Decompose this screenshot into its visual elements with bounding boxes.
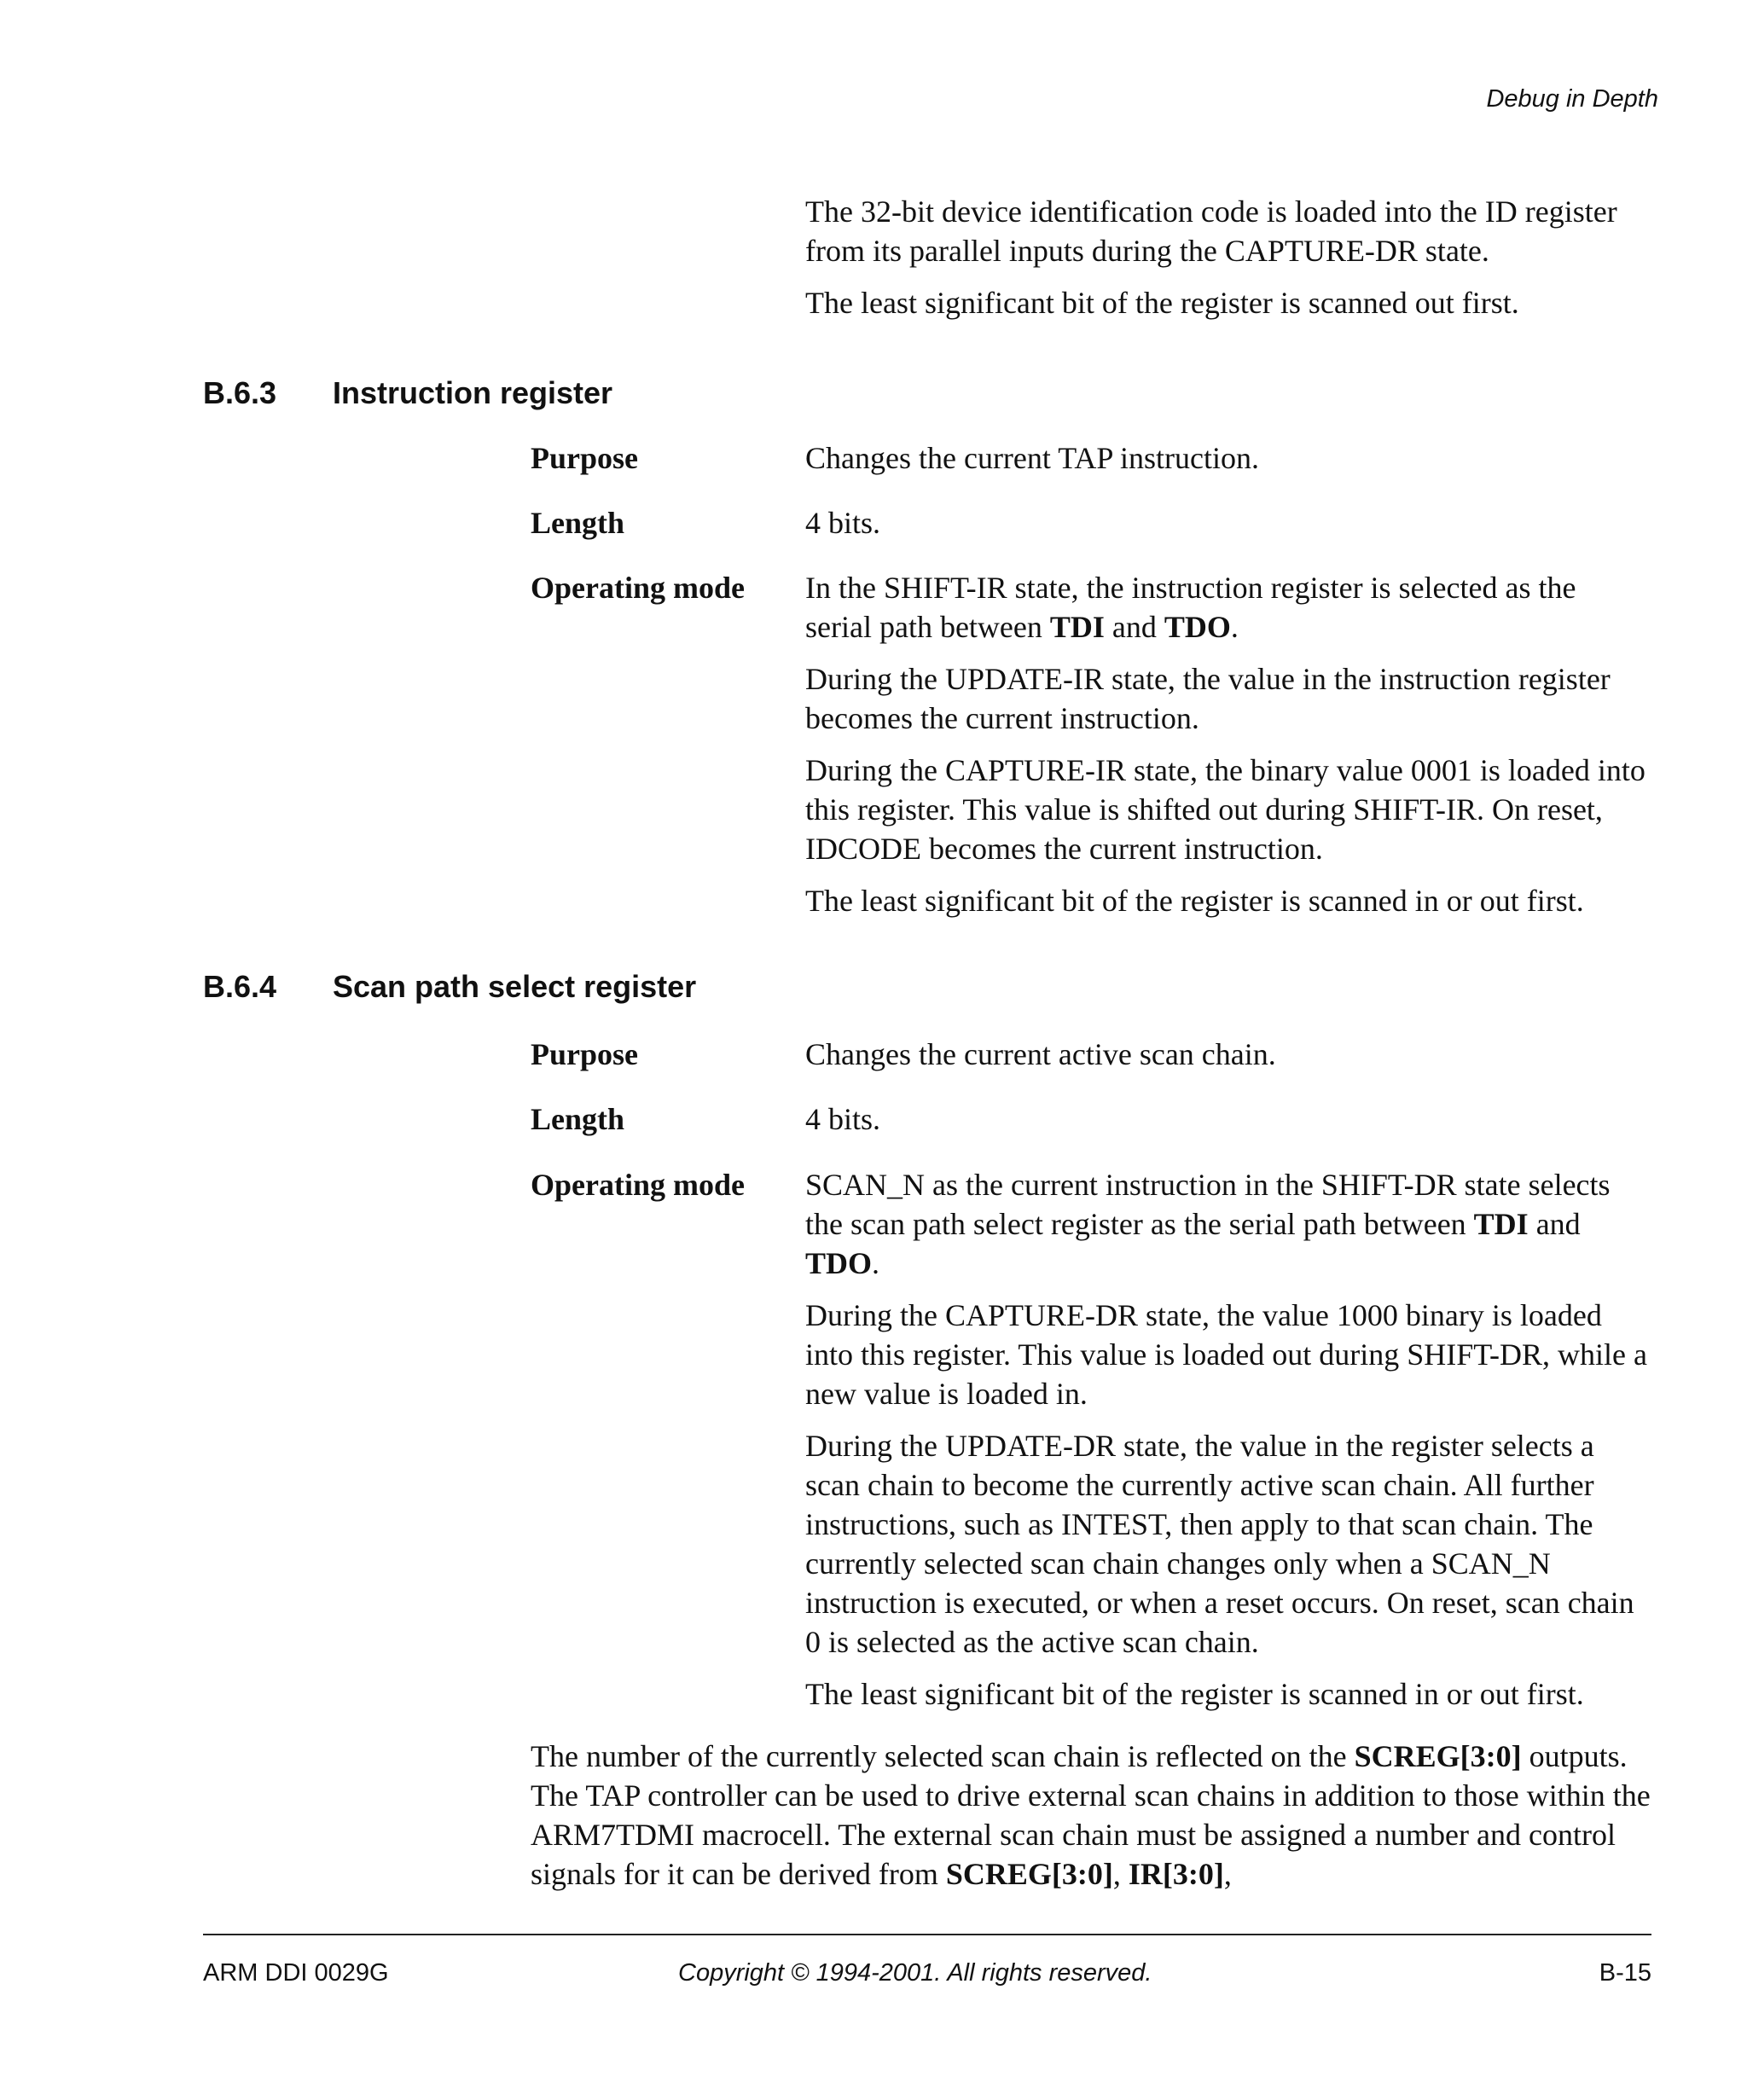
length-value: 4 bits. xyxy=(805,506,881,540)
mode-paragraph: SCAN_N as the current instruction in the SHIFT-DR state selects the scan path select register as the serial path between TDI and TDO. xyxy=(805,1168,1611,1280)
mode-paragraph: In the SHIFT-IR state, the instruction register is selected as the serial path between TDI and TDO. xyxy=(805,571,1576,644)
section-heading-b63 xyxy=(203,375,612,411)
purpose-label: Purpose xyxy=(531,1037,638,1071)
section-title: Scan path select register xyxy=(333,969,697,1004)
mode-paragraph: The least significant bit of the register is scanned in or out first. xyxy=(805,884,1584,918)
closing-paragraph: The number of the currently selected scan chain is reflected on the SCREG[3:0] outputs. The TAP controller can be used to drive external scan chains in addition to those within the ARM7TDMI macrocell. The external scan chain must be assigned a number and control signals for it can be derived from SCREG[3:0], IR[3:0], xyxy=(531,1739,1651,1891)
intro-paragraph: The least significant bit of the register is scanned out first. xyxy=(805,286,1519,320)
section-title: Instruction register xyxy=(333,375,613,410)
footer-doc-id: ARM DDI 0029G xyxy=(203,1959,389,1987)
purpose-value: Changes the current TAP instruction. xyxy=(805,441,1260,475)
footer-divider xyxy=(203,1934,1651,1935)
operating-mode-description xyxy=(805,568,1650,933)
mode-paragraph: The least significant bit of the register is scanned in or out first. xyxy=(805,1677,1584,1711)
length-label: Length xyxy=(531,506,625,540)
operating-mode-description xyxy=(805,1165,1650,1726)
footer-page-number: B-15 xyxy=(1599,1959,1651,1987)
mode-paragraph: During the UPDATE-DR state, the value in the register selects a scan chain to become the currently active scan chain. All further instructions, such as INTEST, then apply to that scan chain. The currently selected scan chain changes only when a SCAN_N instruction is executed, or when a reset occurs. On reset, scan chain 0 is selected as the active scan chain. xyxy=(805,1429,1634,1659)
section-number: B.6.4 xyxy=(203,969,277,1004)
length-value: 4 bits. xyxy=(805,1102,881,1136)
mode-paragraph: During the CAPTURE-IR state, the binary value 0001 is loaded into this register. This value is shifted out during SHIFT-IR. On reset, IDCODE becomes the current instruction. xyxy=(805,753,1645,866)
purpose-value: Changes the current active scan chain. xyxy=(805,1037,1276,1071)
mode-paragraph: During the UPDATE-IR state, the value in the instruction register becomes the current instruction. xyxy=(805,662,1611,735)
section-number: B.6.3 xyxy=(203,375,277,410)
purpose-label: Purpose xyxy=(531,441,638,475)
operating-mode-label: Operating mode xyxy=(531,571,745,605)
intro-paragraph: The 32-bit device identification code is loaded into the ID register from its parallel inputs during the CAPTURE-DR state. xyxy=(805,194,1617,268)
operating-mode-label: Operating mode xyxy=(531,1168,745,1202)
footer-copyright: Copyright © 1994-2001. All rights reserved. xyxy=(678,1959,1152,1987)
section-heading-b64 xyxy=(203,969,696,1005)
length-label: Length xyxy=(531,1102,625,1136)
running-header: Debug in Depth xyxy=(1486,85,1658,113)
mode-paragraph: During the CAPTURE-DR state, the value 1000 binary is loaded into this register. This value is loaded out during SHIFT-DR, while a new value is loaded in. xyxy=(805,1298,1647,1411)
intro-text xyxy=(805,192,1650,335)
